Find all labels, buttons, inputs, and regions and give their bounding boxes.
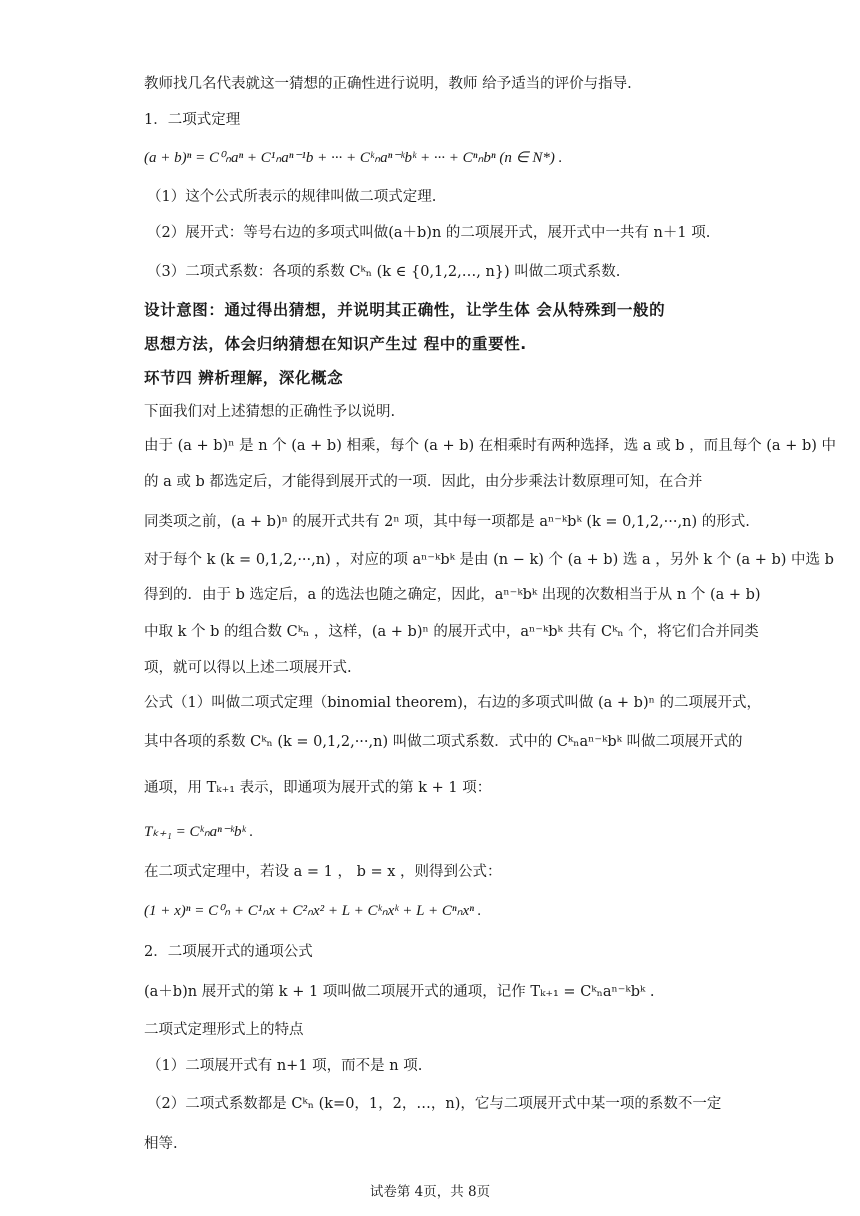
text-line: 在二项式定理中，若设 a = 1 ， b = x ，则得到公式： (144, 864, 502, 880)
text-line: 其中各项的系数 Cᵏₙ (k = 0,1,2,···,n) 叫做二项式系数．式中的 Cᵏₙaⁿ⁻ᵏbᵏ 叫做二项展开式的 (144, 734, 743, 750)
text-line: （1）这个公式所表示的规律叫做二项式定理. (147, 189, 437, 205)
section-heading: 环节四 辨析理解，深化概念 (144, 369, 344, 387)
text-line: 相等. (144, 1136, 178, 1152)
text-line: 同类项之前，(a + b)ⁿ 的展开式共有 2ⁿ 项，其中每一项都是 aⁿ⁻ᵏbᵏ (k = 0,1,2,···,n) 的形式. (144, 514, 750, 530)
text-line: 项，就可以得以上述二项展开式. (144, 660, 352, 676)
text-line: 教师找几名代表就这一猜想的正确性进行说明，教师 给予适当的评价与指导. (144, 76, 632, 92)
page-footer: 试卷第 4页，共 8页 (369, 1184, 491, 1200)
text-line: 二项式定理形式上的特点 (144, 1022, 304, 1038)
text-line: （2）展开式：等号右边的多项式叫做(a＋b)n 的二项展开式，展开式中一共有 n＋1 项. (147, 225, 711, 241)
text-line: 通项，用 Tₖ₊₁ 表示，即通项为展开式的第 k + 1 项： (144, 780, 492, 796)
text-line: 对于每个 k (k = 0,1,2,···,n) ，对应的项 aⁿ⁻ᵏbᵏ 是由 (n − k) 个 (a + b) 选 a ，另外 k 个 (a + b) 中选 b (144, 552, 834, 568)
section-heading: 1．二项式定理 (144, 112, 241, 128)
text-line: （1）二项展开式有 n+1 项，而不是 n 项. (147, 1058, 423, 1074)
text-line: 由于 (a + b)ⁿ 是 n 个 (a + b) 相乘，每个 (a + b) 在相乘时有两种选择，选 a 或 b ，而且每个 (a + b) 中 (144, 438, 836, 454)
formula-line: Tₖ₊₁ = Cᵏₙaⁿ⁻ᵏbᵏ . (144, 824, 254, 840)
design-intent-line: 设计意图：通过得出猜想，并说明其正确性，让学生体 会从特殊到一般的 (144, 301, 666, 319)
text-line: 的 a 或 b 都选定后，才能得到展开式的一项．因此，由分步乘法计数原理可知，在合并 (144, 474, 703, 490)
text-line: 公式（1）叫做二项式定理（binomial theorem)，右边的多项式叫做 (a + b)ⁿ 的二项展开式， (144, 695, 761, 711)
text-line: 中取 k 个 b 的组合数 Cᵏₙ ，这样，(a + b)ⁿ 的展开式中，aⁿ⁻ᵏbᵏ 共有 Cᵏₙ 个，将它们合并同类 (144, 624, 759, 640)
text-line: 得到的．由于 b 选定后，a 的选法也随之确定，因此，aⁿ⁻ᵏbᵏ 出现的次数相当于从 n 个 (a + b) (144, 587, 761, 603)
text-line: (a＋b)n 展开式的第 k + 1 项叫做二项展开式的通项，记作 Tₖ₊₁ = Cᵏₙaⁿ⁻ᵏbᵏ . (144, 984, 655, 1000)
formula-line: (a + b)ⁿ = C⁰ₙaⁿ + C¹ₙaⁿ⁻¹b + ··· + Cᵏₙaⁿ⁻ᵏbᵏ + ··· + Cⁿₙbⁿ (n ∈ N*) . (144, 150, 563, 166)
design-intent-line: 思想方法，体会归纳猜想在知识产生过 程中的重要性. (144, 335, 527, 353)
text-line: （2）二项式系数都是 Cᵏₙ (k=0，1，2，…，n)，它与二项展开式中某一项的系数不一定 (147, 1096, 722, 1112)
section-heading: 2．二项展开式的通项公式 (144, 944, 313, 960)
formula-line: (1 + x)ⁿ = C⁰ₙ + C¹ₙx + C²ₙx² + L + Cᵏₙxᵏ + L + Cⁿₙxⁿ . (144, 903, 482, 919)
text-line: 下面我们对上述猜想的正确性予以说明. (144, 404, 396, 420)
text-line: （3）二项式系数：各项的系数 Cᵏₙ (k ∈ {0,1,2,…, n}) 叫做二项式系数. (147, 264, 621, 280)
